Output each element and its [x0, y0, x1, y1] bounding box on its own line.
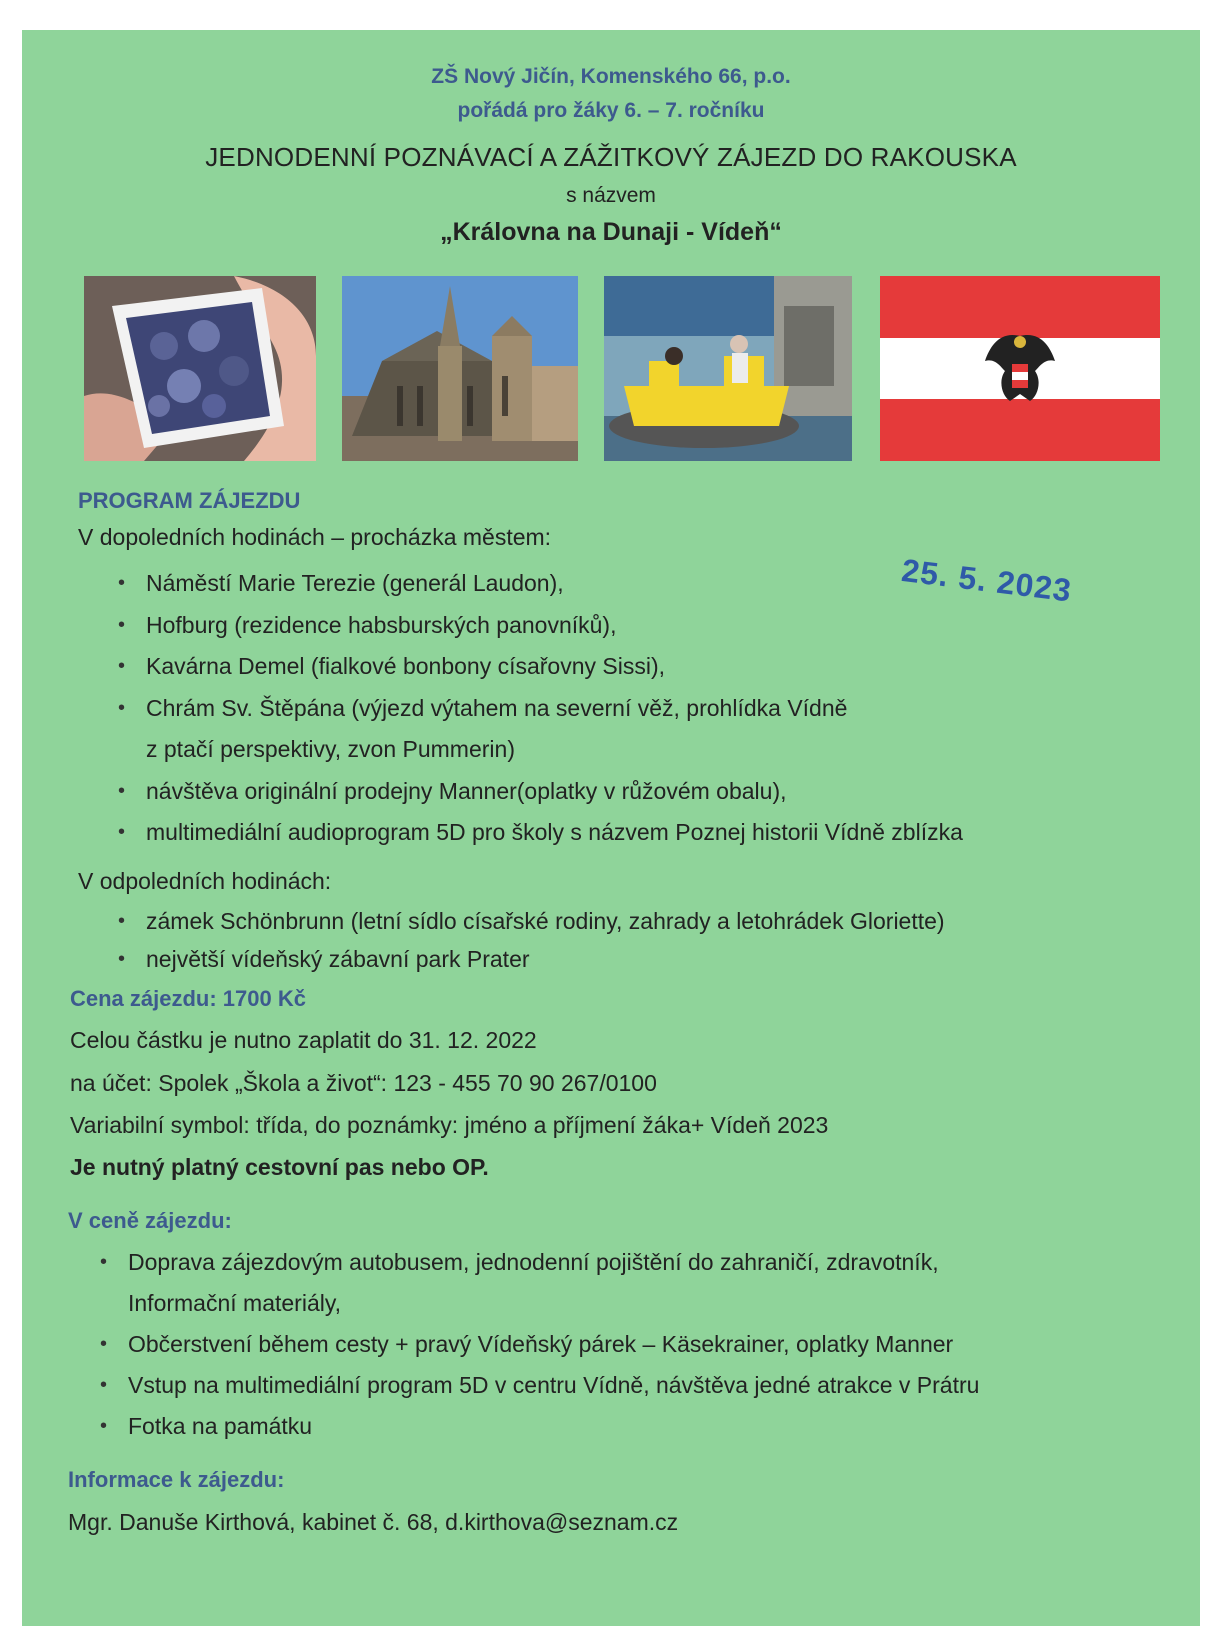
austria-flag-icon — [880, 276, 1160, 461]
contact-heading: Informace k zájezdu: — [68, 1467, 285, 1492]
variable-symbol: Variabilní symbol: třída, do poznámky: jméno a příjmení žáka+ Vídeň 2023 — [70, 1112, 829, 1138]
bonbons-photo-icon — [84, 276, 316, 461]
list-item: • zámek Schönbrunn (letní sídlo císařské rodiny, zahrady a letohrádek Gloriette) — [112, 902, 945, 940]
list-item: • největší vídeňský zábavní park Prater — [112, 940, 945, 978]
passport-note: Je nutný platný cestovní pas nebo OP. — [70, 1154, 489, 1180]
list-item: • Hofburg (rezidence habsburských panovníků), — [112, 605, 963, 647]
included-list — [94, 1242, 979, 1447]
list-item: • multimediální audioprogram 5D pro školy s názvem Poznej historii Vídně zblízka — [112, 812, 963, 854]
morning-intro: V dopoledních hodinách – procházka městem: — [78, 524, 552, 550]
price-heading: Cena zájezdu: 1700 Kč — [70, 986, 306, 1011]
bank-account: na účet: Spolek „Škola a život“: 123 - 455 70 90 267/0100 — [70, 1070, 657, 1096]
morning-list — [112, 563, 963, 854]
list-item: • Náměstí Marie Terezie (generál Laudon), — [112, 563, 963, 605]
ride-photo-icon — [604, 276, 852, 461]
list-item: • Kavárna Demel (fialkové bonbony císařovny Sissi), — [112, 646, 963, 688]
list-item: • Doprava zájezdovým autobusem, jednodenní pojištění do zahraničí, zdravotník, — [94, 1242, 979, 1283]
list-item: • Fotka na památku — [94, 1406, 979, 1447]
list-item-continuation: Informační materiály, — [128, 1290, 342, 1316]
audience-line: pořádá pro žáky 6. – 7. ročníku — [457, 99, 765, 122]
list-item: • Vstup na multimediální program 5D v centru Vídně, návštěva jedné atrakce v Prátru — [94, 1365, 979, 1406]
organizer-block — [22, 60, 1200, 128]
afternoon-intro: V odpoledních hodinách: — [78, 868, 332, 894]
page-title: JEDNODENNÍ POZNÁVACÍ A ZÁŽITKOVÝ ZÁJEZD DO RAKOUSKA — [205, 142, 1017, 172]
afternoon-list — [112, 902, 945, 978]
included-heading: V ceně zájezdu: — [68, 1208, 232, 1233]
organizer-line: ZŠ Nový Jičín, Komenského 66, p.o. — [431, 65, 791, 88]
list-item: • Chrám Sv. Štěpána (výjezd výtahem na severní věž, prohlídka Vídně — [112, 688, 963, 730]
trip-date: 25. 5. 2023 — [899, 552, 1074, 609]
list-item: • návštěva originální prodejny Manner(oplatky v růžovém obalu), — [112, 771, 963, 813]
list-item-continuation: z ptačí perspektivy, zvon Pummerin) — [146, 736, 515, 762]
cathedral-photo-icon — [342, 276, 578, 461]
contact-details: Mgr. Danuše Kirthová, kabinet č. 68, d.kirthova@seznam.cz — [68, 1509, 679, 1535]
payment-deadline: Celou částku je nutno zaplatit do 31. 12. 2022 — [70, 1027, 537, 1053]
program-heading: PROGRAM ZÁJEZDU — [78, 488, 301, 513]
trip-name: „Královna na Dunaji - Vídeň“ — [440, 218, 782, 246]
list-item: • Občerstvení během cesty + pravý Vídeňský párek – Käsekrainer, oplatky Manner — [94, 1324, 979, 1365]
subtitle: s názvem — [566, 184, 656, 207]
flyer — [22, 30, 1200, 1626]
